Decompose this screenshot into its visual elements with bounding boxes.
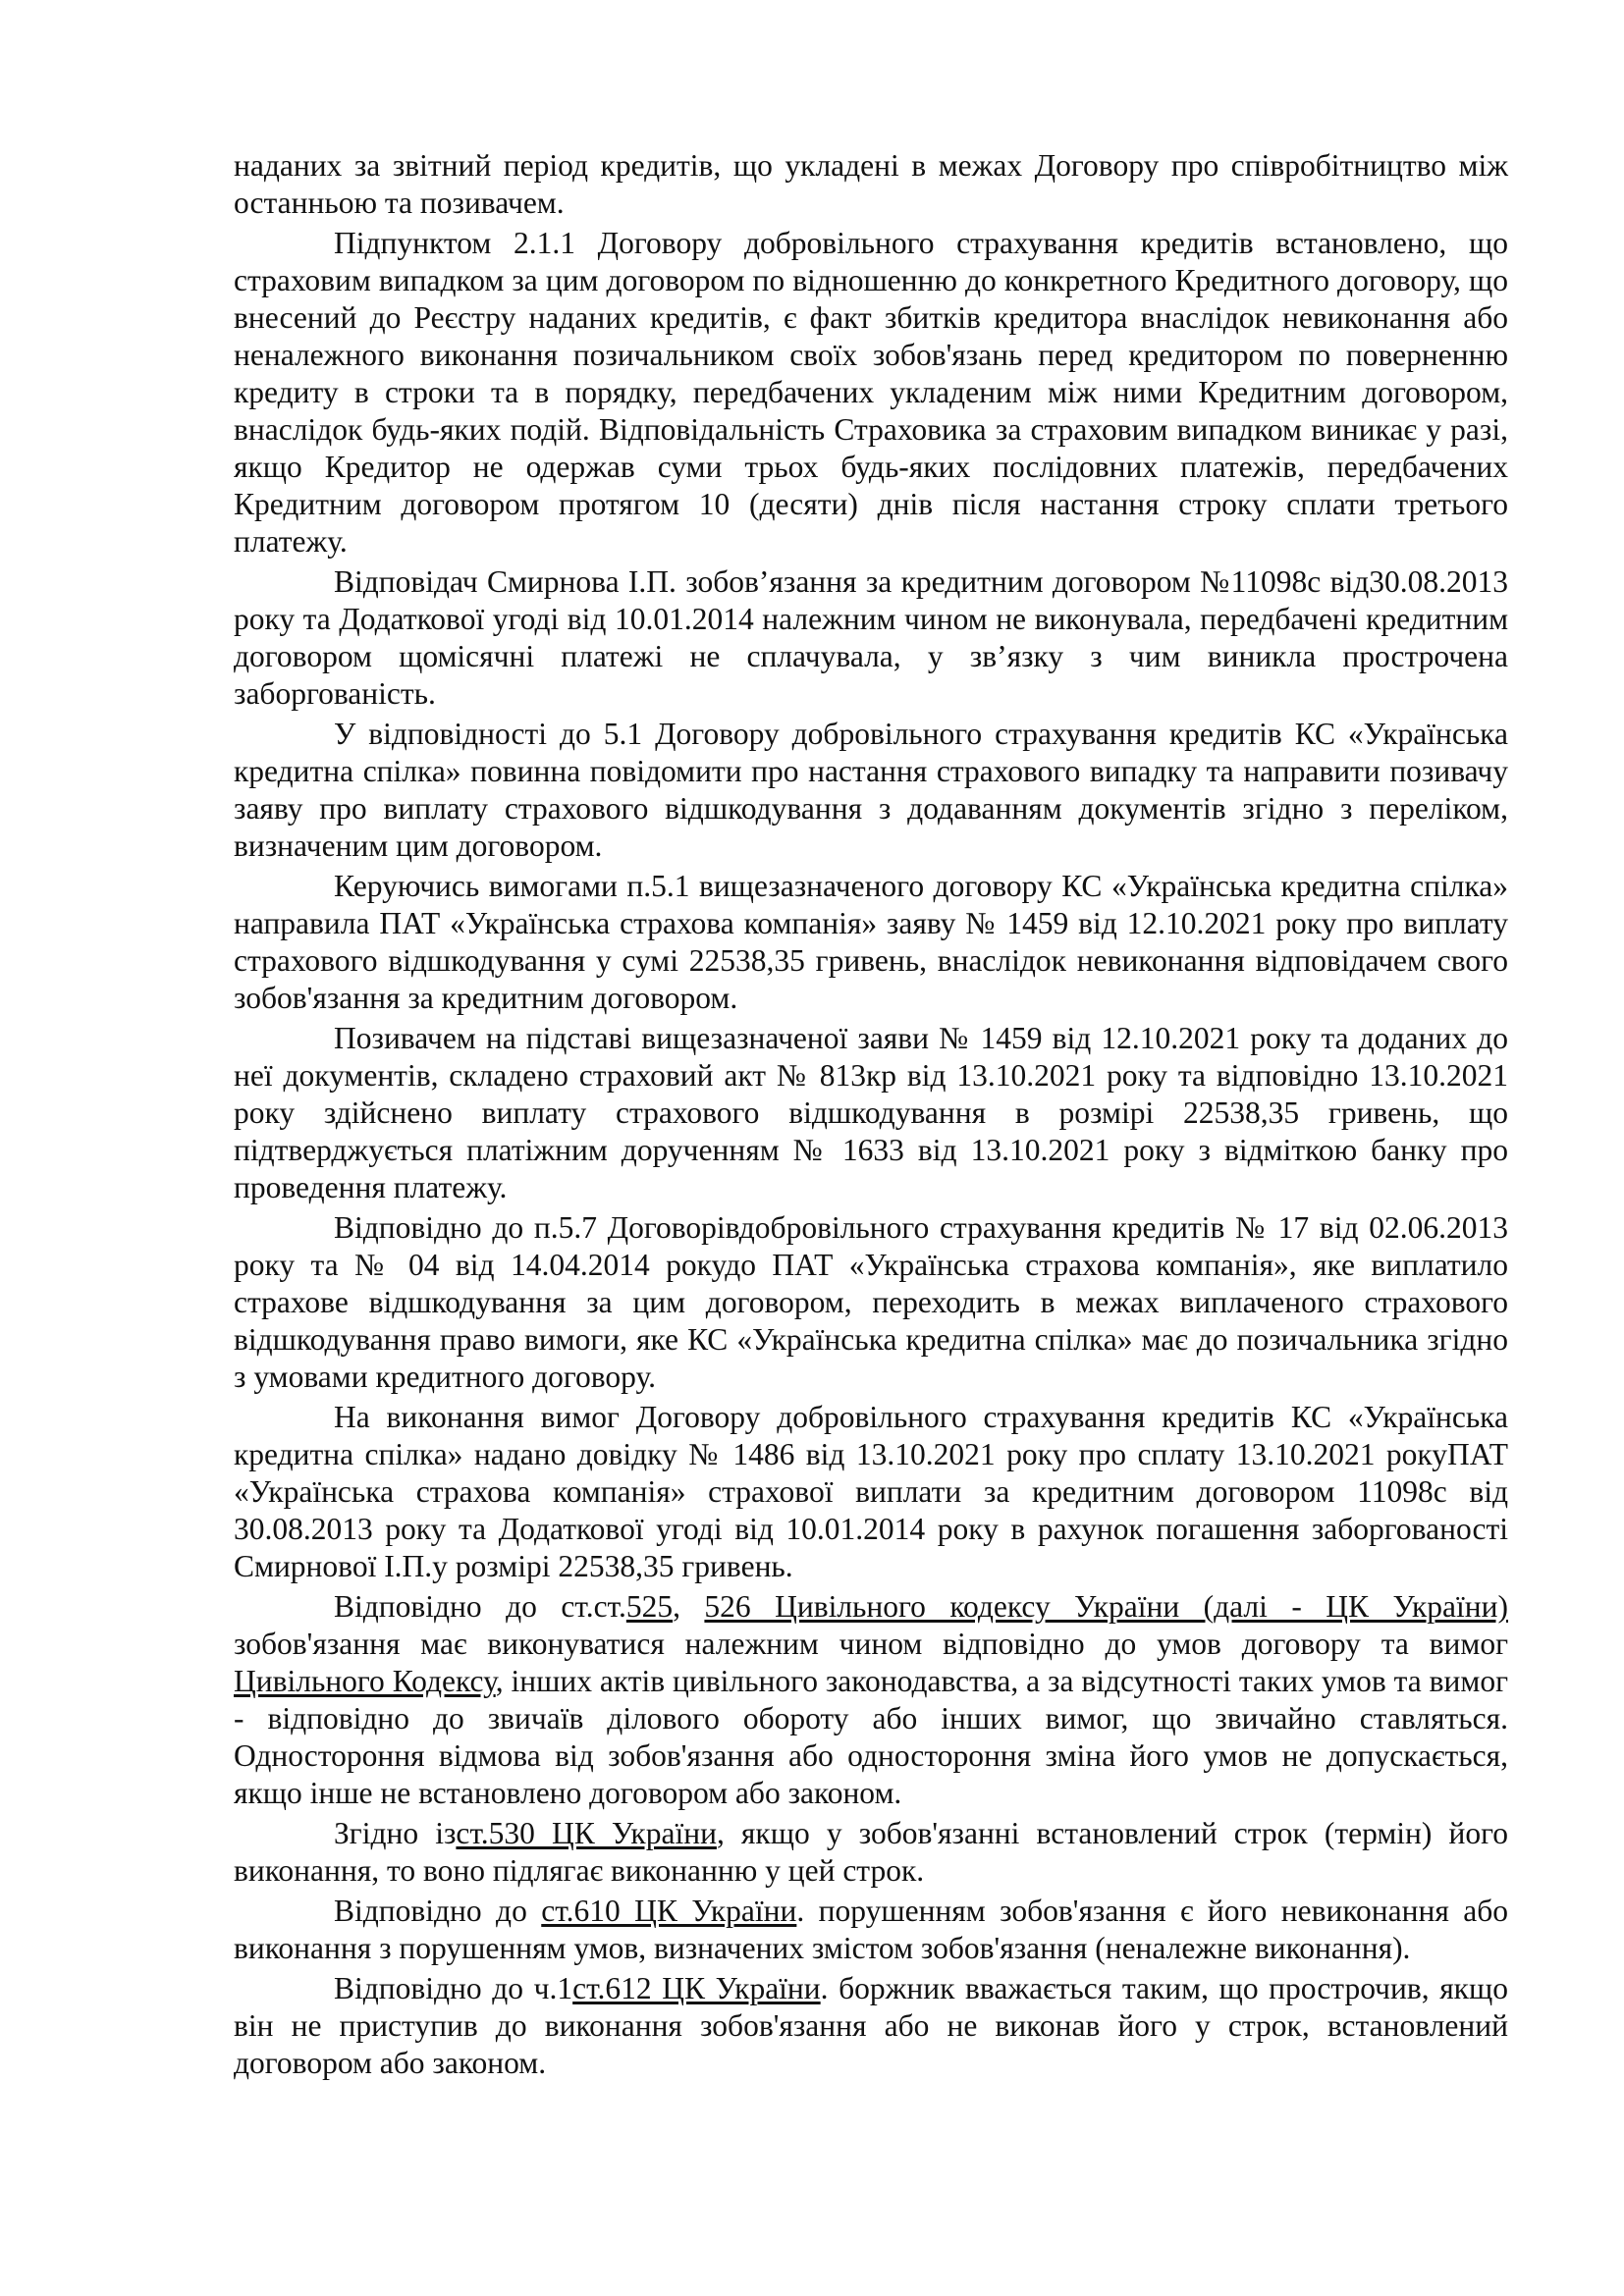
paragraph-p8: [234, 1588, 1508, 1812]
paragraph-text: . боржник вважається таким, що прострочив, якщо він не приступив до виконання зобов'язання або не виконав його у строк, встановлений договором або законом.: [234, 1971, 1508, 2080]
paragraph-p9: [234, 1815, 1508, 1890]
law-reference-link[interactable]: Цивільного Кодексу: [234, 1664, 496, 1698]
law-reference-link[interactable]: 526 Цивільного кодексу України (далі - ЦК України): [704, 1589, 1508, 1624]
law-reference-link[interactable]: ст.610 ЦК України: [541, 1894, 797, 1928]
paragraph-p11: [234, 1970, 1508, 2082]
paragraph-p5: [234, 1020, 1508, 1206]
law-reference-link[interactable]: ст.612 ЦК України: [572, 1971, 821, 2005]
paragraph-text: наданих за звітний період кредитів, що укладені в межах Договору про співробітництво між останньою та позивачем.: [234, 148, 1508, 220]
paragraph-text: У відповідності до 5.1 Договору добровільного страхування кредитів КС «Українська кредитна спілка» повинна повідомити про настання страхового випадку та направити позивачу заяву про виплату страхового відшкодування з додаванням документів згідно з переліком, визначеним цим договором.: [234, 717, 1508, 863]
law-reference-link[interactable]: 525: [625, 1589, 674, 1624]
paragraph-p1: [234, 225, 1508, 561]
paragraph-p0: [234, 147, 1508, 222]
paragraph-text: , інших актів цивільного законодавства, а за відсутності таких умов та вимог - відповідно до звичаїв ділового обороту або інших вимог, що звичайно ставляться. Одностороння відмова від зобов'язання або одностороння зміна його умов не допускається, якщо інше не встановлено договором або законом.: [234, 1664, 1508, 1810]
paragraph-text: На виконання вимог Договору добровільного страхування кредитів КС «Українська кредитна спілка» надано довідку № 1486 від 13.10.2021 року про сплату 13.10.2021 рокуПАТ «Українська страхова компанія» страхової виплати за кредитним договором 11098с від 30.08.2013 року та Додаткової угоді від 10.01.2014 року в рахунок погашення заборгованості Смирнової І.П.у розмірі 22538,35 гривень.: [234, 1400, 1508, 1583]
paragraph-text: Відповідно до ст.ст.: [334, 1589, 626, 1624]
law-reference-link[interactable]: ст.530 ЦК України: [456, 1816, 717, 1850]
paragraph-text: Підпунктом 2.1.1 Договору добровільного страхування кредитів встановлено, що страховим випадком за цим договором по відношенню до конкретного Кредитного договору, що внесений до Реєстру наданих кредитів, є факт збитків кредитора внаслідок невиконання або неналежного виконання позичальником своїх зобов'язань перед кредитором по поверненню кредиту в строки та в порядку, передбачених укладеним між ними Кредитним договором, внаслідок будь-яких подій. Відповідальність Страховика за страховим випадком виникає у разі, якщо Кредитор не одержав суми трьох будь-яких послідовних платежів, передбачених Кредитним договором протягом 10 (десяти) днів після настання строку сплати третього платежу.: [234, 226, 1508, 559]
paragraph-p7: [234, 1399, 1508, 1585]
paragraph-text: Відповідно до: [334, 1894, 542, 1928]
paragraph-p6: [234, 1209, 1508, 1396]
document-body: [234, 147, 1508, 2085]
paragraph-text: Відповідно до ч.1: [334, 1971, 573, 2005]
paragraph-text: Позивачем на підставі вищезазначеної заяви № 1459 від 12.10.2021 року та доданих до неї документів, складено страховий акт № 813кр від 13.10.2021 року та відповідно 13.10.2021 року здійснено виплату страхового відшкодування в розмірі 22538,35 гривень, що підтверджується платіжним дорученням № 1633 від 13.10.2021 року з відміткою банку про проведення платежу.: [234, 1021, 1508, 1204]
paragraph-text: Відповідно до п.5.7 Договорівдобровільного страхування кредитів № 17 від 02.06.2013 року та № 04 від 14.04.2014 рокудо ПАТ «Українська страхова компанія», яке виплатило страхове відшкодування за цим договором, переходить в межах виплаченого страхового відшкодування право вимоги, яке КС «Українська кредитна спілка» має до позичальника згідно з умовами кредитного договору.: [234, 1210, 1508, 1394]
paragraph-text: Керуючись вимогами п.5.1 вищезазначеного договору КС «Українська кредитна спілка» направила ПАТ «Українська страхова компанія» заяву № 1459 від 12.10.2021 року про виплату страхового відшкодування у сумі 22538,35 гривень, внаслідок невиконання відповідачем свого зобов'язання за кредитним договором.: [234, 869, 1508, 1015]
paragraph-text: , якщо у зобов'язанні встановлений строк (термін) його виконання, то воно підлягає виконанню у цей строк.: [234, 1816, 1508, 1888]
paragraph-p4: [234, 868, 1508, 1017]
paragraph-p10: [234, 1893, 1508, 1967]
paragraph-text: Відповідач Смирнова І.П. зобов’язання за кредитним договором №11098с від30.08.2013 року та Додаткової угоді від 10.01.2014 належним чином не виконувала, передбачені кредитним договором щомісячні платежі не сплачувала, у зв’язку з чим виникла прострочена заборгованість.: [234, 564, 1508, 711]
paragraph-p3: [234, 716, 1508, 865]
paragraph-text: . порушенням зобов'язання є його невиконання або виконання з порушенням умов, визначених змістом зобов'язання (неналежне виконання).: [234, 1894, 1508, 1965]
paragraph-text: зобов'язання має виконуватися належним чином відповідно до умов договору та вимог: [234, 1627, 1508, 1661]
paragraph-text: Згідно із: [334, 1816, 457, 1850]
paragraph-text: ,: [673, 1589, 705, 1624]
paragraph-p2: [234, 563, 1508, 713]
